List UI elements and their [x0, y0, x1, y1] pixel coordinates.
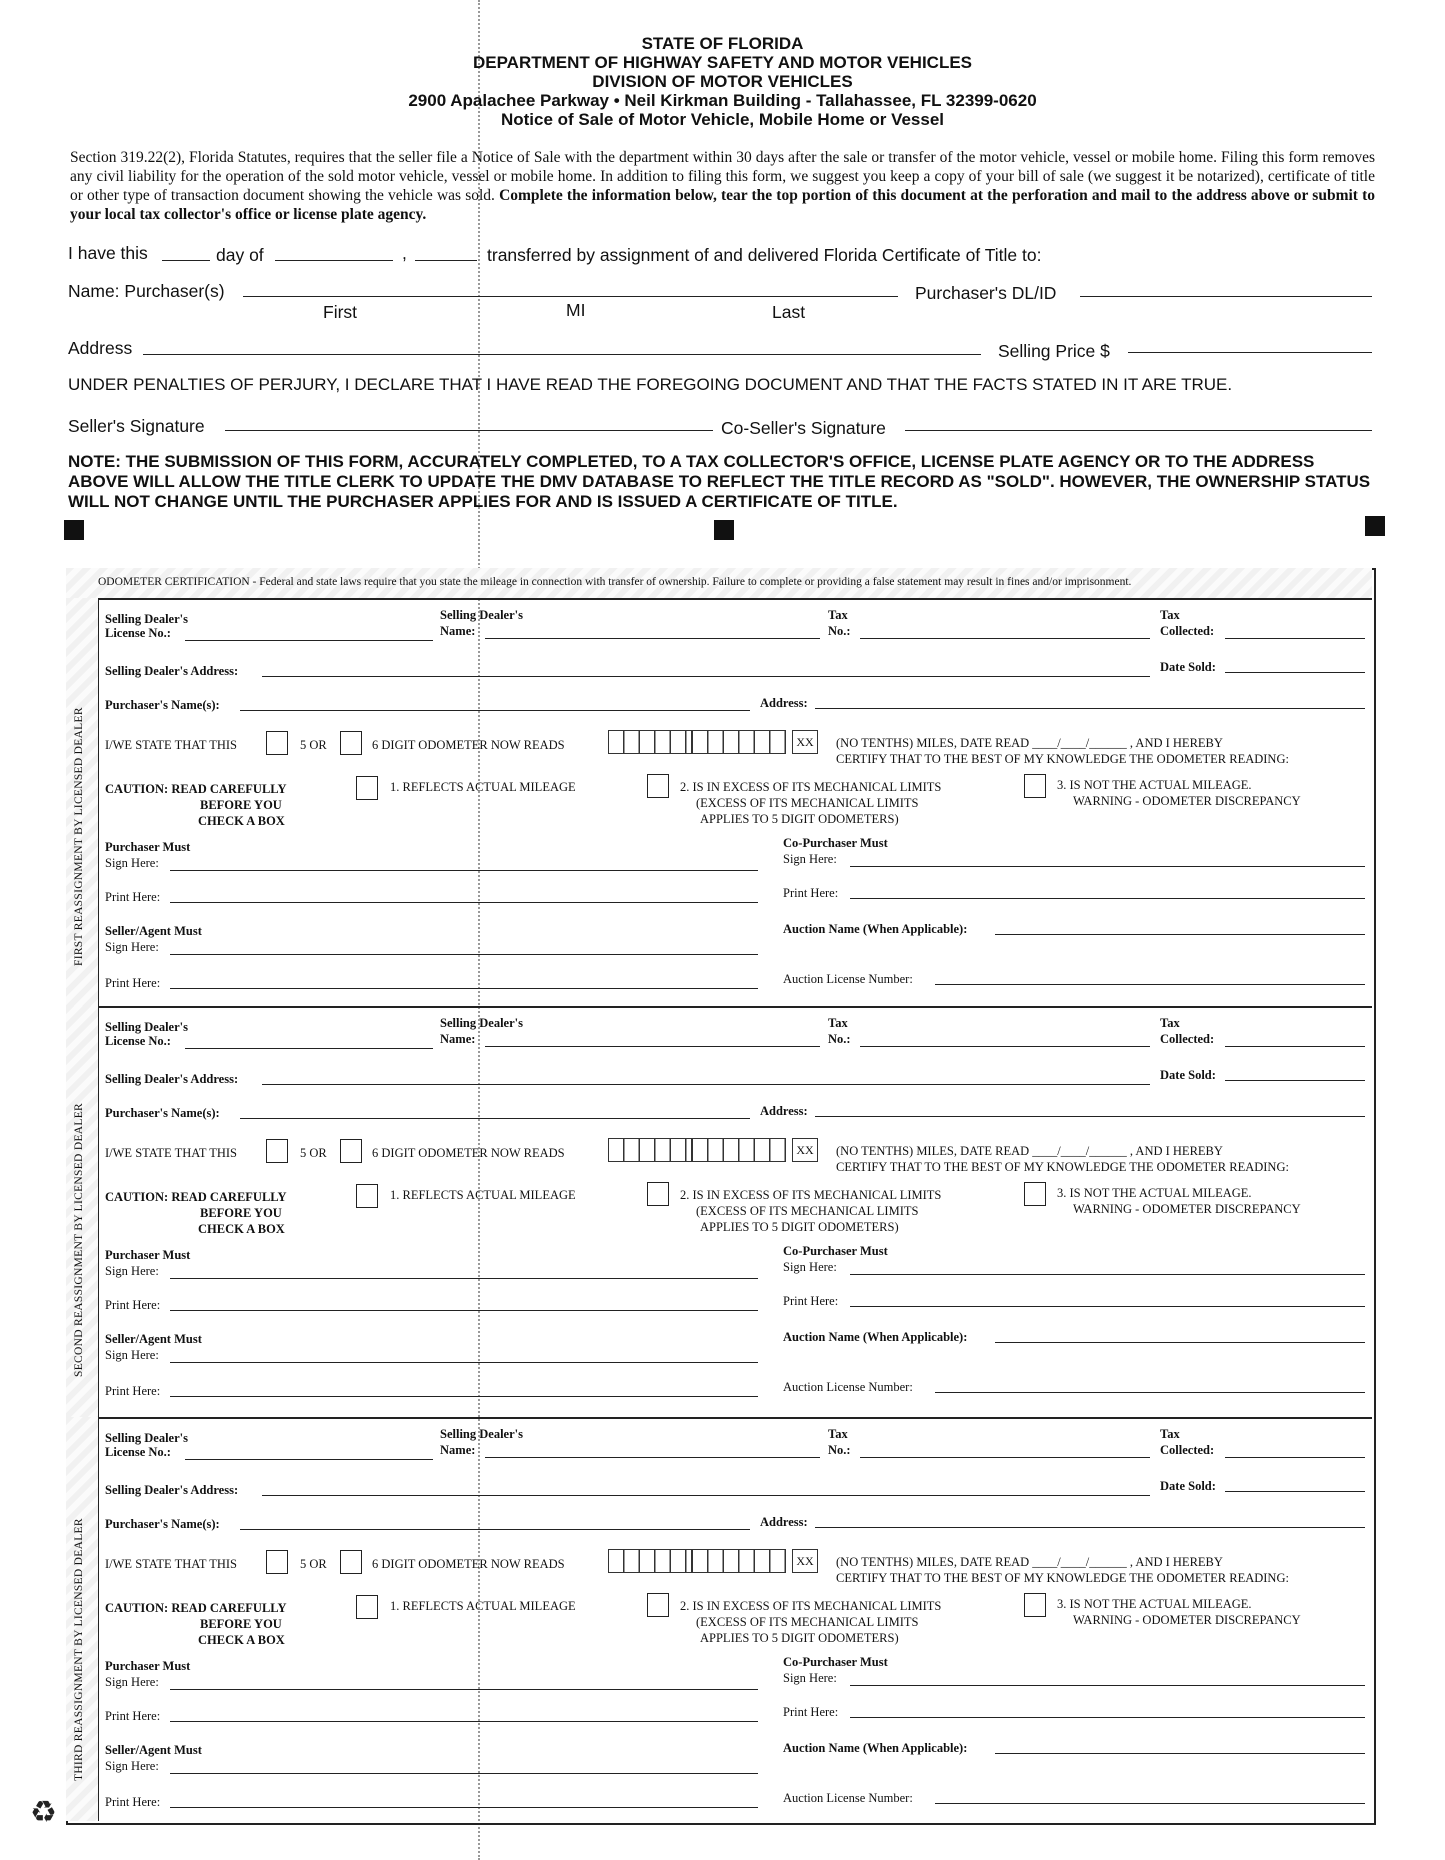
tenths-box: XX	[792, 1549, 818, 1573]
excess-limits-text: (EXCESS OF ITS MECHANICAL LIMITS	[696, 1204, 919, 1218]
registration-mark	[64, 520, 84, 540]
copurchaser-signature-field[interactable]	[850, 1274, 1365, 1275]
excess-limits-text: 2. IS IN EXCESS OF ITS MECHANICAL LIMITS	[680, 1188, 942, 1202]
odometer-digits-field[interactable]	[692, 730, 786, 754]
excess-limits-text: 2. IS IN EXCESS OF ITS MECHANICAL LIMITS	[680, 780, 942, 794]
seller-signature-label: Seller's Signature	[68, 416, 205, 436]
dealer-address-label: Selling Dealer's Address:	[105, 1072, 239, 1086]
recycle-icon: ♻	[30, 1796, 57, 1829]
auction-name-field[interactable]	[995, 1753, 1365, 1754]
not-actual-mileage-checkbox[interactable]	[1024, 1593, 1046, 1617]
perjury-statement: UNDER PENALTIES OF PERJURY, I DECLARE THAT I HAVE READ THE FOREGOING DOCUMENT AND THAT THE FACTS STATED IN IT ARE TRUE.	[68, 375, 1233, 394]
certify-text: CERTIFY THAT TO THE BEST OF MY KNOWLEDGE THE ODOMETER READING:	[836, 752, 1289, 766]
tax-collected-label: Collected:	[1160, 1443, 1215, 1457]
print-here-label: Print Here:	[783, 1294, 839, 1308]
no-tenths-text: (NO TENTHS) MILES, DATE READ ____/____/______ , AND I HEREBY	[836, 736, 1223, 750]
auction-license-field[interactable]	[935, 1803, 1365, 1804]
year-field[interactable]	[415, 260, 477, 261]
not-actual-mileage-text: 3. IS NOT THE ACTUAL MILEAGE.	[1057, 1597, 1252, 1611]
address-field[interactable]	[143, 354, 981, 355]
odometer-digits-field[interactable]	[608, 730, 692, 754]
not-actual-mileage-text: 3. IS NOT THE ACTUAL MILEAGE.	[1057, 778, 1252, 792]
dealer-address-label: Selling Dealer's Address:	[105, 664, 239, 678]
purchaser-print-field[interactable]	[170, 902, 758, 903]
five-digit-checkbox[interactable]	[266, 1139, 288, 1163]
actual-mileage-text: 1. REFLECTS ACTUAL MILEAGE	[390, 1599, 576, 1613]
purchaser-names-field[interactable]	[240, 710, 750, 711]
seller-sign-label: Seller/Agent Must	[105, 1743, 202, 1757]
date-sold-label: Date Sold:	[1160, 660, 1216, 674]
auction-name-field[interactable]	[995, 934, 1365, 935]
auction-license-label: Auction License Number:	[783, 1791, 913, 1805]
date-sold-field[interactable]	[1225, 1491, 1365, 1492]
caution-text: CAUTION: READ CAREFULLY	[105, 1601, 287, 1615]
purchaser-address-field[interactable]	[815, 1116, 1365, 1117]
copurchaser-sign-label: Co-Purchaser Must	[783, 1244, 888, 1258]
date-sold-label: Date Sold:	[1160, 1479, 1216, 1493]
actual-mileage-checkbox[interactable]	[356, 776, 378, 800]
dealer-license-field[interactable]	[185, 1459, 433, 1460]
print-here-label: Print Here:	[105, 1384, 161, 1398]
caution-text: BEFORE YOU	[200, 1617, 282, 1631]
copurchaser-sign-label: Co-Purchaser Must	[783, 1655, 888, 1669]
copurchaser-print-field[interactable]	[850, 1306, 1365, 1307]
purchaser-signature-field[interactable]	[170, 1278, 758, 1279]
dealer-name-label: Selling Dealer's	[440, 1427, 523, 1441]
transferred-text: transferred by assignment of and delivered Florida Certificate of Title to:	[487, 245, 1042, 265]
dealer-name-field[interactable]	[485, 1457, 820, 1458]
dealer-name-label: Name:	[440, 624, 476, 638]
purchaser-name-label: Name: Purchaser(s)	[68, 281, 225, 301]
section-label: FIRST REASSIGNMENT BY LICENSED DEALER	[73, 707, 85, 966]
excess-limits-text: (EXCESS OF ITS MECHANICAL LIMITS	[696, 1615, 919, 1629]
print-here-label: Print Here:	[783, 1705, 839, 1719]
seller-sign-label: Sign Here:	[105, 940, 159, 954]
purchaser-sign-label: Purchaser Must	[105, 1248, 191, 1262]
actual-mileage-text: 1. REFLECTS ACTUAL MILEAGE	[390, 780, 576, 794]
certify-text: CERTIFY THAT TO THE BEST OF MY KNOWLEDGE THE ODOMETER READING:	[836, 1160, 1289, 1174]
odometer-digits-field[interactable]	[608, 1138, 692, 1162]
discrepancy-warning-text: WARNING - ODOMETER DISCREPANCY	[1073, 1202, 1301, 1216]
intro-paragraph	[70, 148, 1375, 224]
purchaser-signature-field[interactable]	[170, 1689, 758, 1690]
purchaser-names-field[interactable]	[240, 1529, 750, 1530]
tenths-box: XX	[792, 1138, 818, 1162]
tax-no-field[interactable]	[860, 638, 1150, 639]
header-department: DEPARTMENT OF HIGHWAY SAFETY AND MOTOR VEHICLES	[472, 53, 973, 72]
purchaser-sign-label: Sign Here:	[105, 1264, 159, 1278]
tax-collected-label: Tax	[1160, 608, 1180, 622]
header-state: STATE OF FLORIDA	[641, 34, 804, 53]
copurchaser-signature-field[interactable]	[850, 866, 1365, 867]
excess-limits-text: APPLIES TO 5 DIGIT ODOMETERS)	[700, 1631, 899, 1645]
tax-collected-label: Tax	[1160, 1016, 1180, 1030]
purchaser-print-field[interactable]	[170, 1721, 758, 1722]
dealer-name-label: Name:	[440, 1032, 476, 1046]
print-here-label: Print Here:	[105, 1298, 161, 1312]
tax-collected-label: Collected:	[1160, 624, 1215, 638]
dealer-name-label: Selling Dealer's	[440, 1016, 523, 1030]
five-digit-checkbox[interactable]	[266, 731, 288, 755]
dealer-license-label: License No.:	[105, 1445, 171, 1459]
dealer-license-field[interactable]	[185, 1048, 433, 1049]
print-here-label: Print Here:	[105, 1795, 161, 1809]
intro-text: Section 319.22(2), Florida Statutes, requires that the seller file a Notice of Sale with the department within 30 days after the sale or transfer of the motor vehicle, vessel or mobile home. Filing this form removes any civil liability for the operation of the sold motor vehicle, vessel or mobile home. In addition to filing this form, we suggest you keep a copy of your bill of sale (we suggest it be notarized), certificate of title or other type of transaction document showing the vehicle was sold.	[70, 149, 1375, 204]
first-label: First	[323, 302, 358, 322]
six-digit-text: 6 DIGIT ODOMETER NOW READS	[372, 738, 565, 752]
have-this-label: I have this	[68, 243, 148, 263]
caution-text: BEFORE YOU	[200, 1206, 282, 1220]
no-tenths-text: (NO TENTHS) MILES, DATE READ ____/____/______ , AND I HEREBY	[836, 1144, 1223, 1158]
date-sold-label: Date Sold:	[1160, 1068, 1216, 1082]
dealer-license-field[interactable]	[185, 640, 433, 641]
auction-name-label: Auction Name (When Applicable):	[783, 1330, 968, 1344]
certify-text: CERTIFY THAT TO THE BEST OF MY KNOWLEDGE THE ODOMETER READING:	[836, 1571, 1289, 1585]
dealer-name-label: Name:	[440, 1443, 476, 1457]
auction-name-label: Auction Name (When Applicable):	[783, 922, 968, 936]
six-digit-checkbox[interactable]	[340, 731, 362, 755]
header-division: DIVISION OF MOTOR VEHICLES	[592, 72, 853, 91]
seller-sign-label: Seller/Agent Must	[105, 924, 202, 938]
odometer-digits-field[interactable]	[692, 1549, 786, 1573]
six-digit-checkbox[interactable]	[340, 1139, 362, 1163]
purchaser-names-label: Purchaser's Name(s):	[105, 1106, 220, 1120]
i-state-text: I/WE STATE THAT THIS	[105, 1557, 237, 1571]
auction-name-field[interactable]	[995, 1342, 1365, 1343]
purchaser-signature-field[interactable]	[170, 870, 758, 871]
purchaser-print-field[interactable]	[170, 1310, 758, 1311]
copurchaser-sign-label: Sign Here:	[783, 1671, 837, 1685]
six-digit-text: 6 DIGIT ODOMETER NOW READS	[372, 1146, 565, 1160]
tax-collected-field[interactable]	[1225, 1457, 1365, 1458]
dealer-address-field[interactable]	[262, 676, 1150, 677]
not-actual-mileage-checkbox[interactable]	[1024, 774, 1046, 798]
tenths-box: XX	[792, 730, 818, 754]
seller-print-field[interactable]	[170, 988, 758, 989]
odometer-header	[66, 568, 1372, 599]
excess-limits-text: 2. IS IN EXCESS OF ITS MECHANICAL LIMITS	[680, 1599, 942, 1613]
tax-no-label: No.:	[828, 1443, 851, 1457]
excess-limits-checkbox[interactable]	[647, 1593, 669, 1617]
no-tenths-text: (NO TENTHS) MILES, DATE READ ____/____/______ , AND I HEREBY	[836, 1555, 1223, 1569]
seller-signature-field[interactable]	[170, 1362, 758, 1363]
last-label: Last	[772, 302, 806, 322]
seller-print-field[interactable]	[170, 1807, 758, 1808]
mi-label: MI	[566, 300, 586, 320]
odometer-digits-field[interactable]	[608, 1549, 692, 1573]
caution-text: CHECK A BOX	[198, 1633, 285, 1647]
five-or-text: 5 OR	[300, 1146, 327, 1160]
seller-sign-label: Sign Here:	[105, 1759, 159, 1773]
registration-mark	[714, 520, 734, 540]
purchaser-dl-label: Purchaser's DL/ID	[915, 283, 1057, 303]
purchaser-name-field[interactable]	[243, 296, 898, 297]
i-state-text: I/WE STATE THAT THIS	[105, 738, 237, 752]
dealer-address-field[interactable]	[262, 1084, 1150, 1085]
dealer-license-label: Selling Dealer's	[105, 1431, 188, 1445]
excess-limits-checkbox[interactable]	[647, 774, 669, 798]
i-state-text: I/WE STATE THAT THIS	[105, 1146, 237, 1160]
caution-text: BEFORE YOU	[200, 798, 282, 812]
print-here-label: Print Here:	[105, 976, 161, 990]
purchaser-sign-label: Sign Here:	[105, 1675, 159, 1689]
dealer-license-label: Selling Dealer's	[105, 1020, 188, 1034]
tax-no-label: Tax	[828, 1016, 848, 1030]
auction-license-field[interactable]	[935, 984, 1365, 985]
purchaser-address-label: Address:	[760, 1515, 808, 1529]
purchaser-address-label: Address:	[760, 1104, 808, 1118]
dealer-address-field[interactable]	[262, 1495, 1150, 1496]
excess-limits-text: (EXCESS OF ITS MECHANICAL LIMITS	[696, 796, 919, 810]
day-field[interactable]	[162, 260, 210, 261]
seller-signature-field[interactable]	[170, 954, 758, 955]
dealer-license-label: Selling Dealer's	[105, 612, 188, 626]
tax-no-label: No.:	[828, 624, 851, 638]
section-label: THIRD REASSIGNMENT BY LICENSED DEALER	[73, 1518, 85, 1781]
not-actual-mileage-text: 3. IS NOT THE ACTUAL MILEAGE.	[1057, 1186, 1252, 1200]
copurchaser-sign-label: Co-Purchaser Must	[783, 836, 888, 850]
dealer-address-label: Selling Dealer's Address:	[105, 1483, 239, 1497]
auction-license-field[interactable]	[935, 1392, 1365, 1393]
tax-collected-label: Collected:	[1160, 1032, 1215, 1046]
excess-limits-text: APPLIES TO 5 DIGIT ODOMETERS)	[700, 1220, 899, 1234]
purchaser-names-field[interactable]	[240, 1118, 750, 1119]
tax-collected-field[interactable]	[1225, 638, 1365, 639]
purchaser-sign-label: Purchaser Must	[105, 840, 191, 854]
caution-text: CHECK A BOX	[198, 1222, 285, 1236]
seller-sign-label: Sign Here:	[105, 1348, 159, 1362]
seller-sign-label: Seller/Agent Must	[105, 1332, 202, 1346]
tax-no-label: Tax	[828, 1427, 848, 1441]
dealer-name-label: Selling Dealer's	[440, 608, 523, 622]
selling-price-label: Selling Price $	[998, 341, 1110, 361]
dealer-license-label: License No.:	[105, 626, 171, 640]
excess-limits-checkbox[interactable]	[647, 1182, 669, 1206]
caution-text: CAUTION: READ CAREFULLY	[105, 782, 287, 796]
copurchaser-signature-field[interactable]	[850, 1685, 1365, 1686]
address-label: Address	[68, 338, 133, 358]
odometer-digits-field[interactable]	[692, 1138, 786, 1162]
tax-collected-label: Tax	[1160, 1427, 1180, 1441]
copurchaser-print-field[interactable]	[850, 1717, 1365, 1718]
header-address: 2900 Apalachee Parkway • Neil Kirkman Building - Tallahassee, FL 32399-0620	[408, 91, 1037, 110]
not-actual-mileage-checkbox[interactable]	[1024, 1182, 1046, 1206]
form-title: Notice of Sale of Motor Vehicle, Mobile Home or Vessel	[500, 110, 945, 129]
auction-name-label: Auction Name (When Applicable):	[783, 1741, 968, 1755]
tax-collected-field[interactable]	[1225, 1046, 1365, 1047]
purchaser-names-label: Purchaser's Name(s):	[105, 698, 220, 712]
copurchaser-print-field[interactable]	[850, 898, 1365, 899]
month-field[interactable]	[275, 260, 393, 261]
seller-signature-field[interactable]	[170, 1773, 758, 1774]
purchaser-dl-field[interactable]	[1080, 296, 1372, 297]
date-sold-field[interactable]	[1225, 1080, 1365, 1081]
dealer-name-field[interactable]	[485, 638, 820, 639]
caution-text: CHECK A BOX	[198, 814, 285, 828]
dealer-name-field[interactable]	[485, 1046, 820, 1047]
auction-license-label: Auction License Number:	[783, 1380, 913, 1394]
coseller-signature-field[interactable]	[905, 430, 1372, 431]
print-here-label: Print Here:	[105, 1709, 161, 1723]
section-label: SECOND REASSIGNMENT BY LICENSED DEALER	[73, 1103, 85, 1377]
purchaser-sign-label: Sign Here:	[105, 856, 159, 870]
discrepancy-warning-text: WARNING - ODOMETER DISCREPANCY	[1073, 1613, 1301, 1627]
tax-no-field[interactable]	[860, 1457, 1150, 1458]
purchaser-sign-label: Purchaser Must	[105, 1659, 191, 1673]
five-or-text: 5 OR	[300, 1557, 327, 1571]
seller-signature-field[interactable]	[225, 430, 713, 431]
actual-mileage-checkbox[interactable]	[356, 1184, 378, 1208]
odometer-header-text: ODOMETER CERTIFICATION - Federal and state laws require that you state the mileage in connection with transfer of ownership. Failure to complete or providing a false statement may result in fines and/or imprisonment.	[98, 576, 1132, 588]
six-digit-checkbox[interactable]	[340, 1550, 362, 1574]
purchaser-address-field[interactable]	[815, 708, 1365, 709]
day-of-label: day of	[216, 245, 264, 265]
tax-no-field[interactable]	[860, 1046, 1150, 1047]
purchaser-address-field[interactable]	[815, 1527, 1365, 1528]
caution-text: CAUTION: READ CAREFULLY	[105, 1190, 287, 1204]
selling-price-field[interactable]	[1128, 352, 1372, 353]
intro-instructions: Complete the information below, tear the top portion of this document at the perforation and mail to the address above or submit to your local tax collector's office or license plate agency.	[70, 187, 1375, 223]
copurchaser-sign-label: Sign Here:	[783, 1260, 837, 1274]
comma-text: ,	[402, 243, 407, 263]
five-or-text: 5 OR	[300, 738, 327, 752]
five-digit-checkbox[interactable]	[266, 1550, 288, 1574]
tax-no-label: No.:	[828, 1032, 851, 1046]
copurchaser-sign-label: Sign Here:	[783, 852, 837, 866]
coseller-signature-label: Co-Seller's Signature	[721, 418, 886, 438]
note-text: NOTE: THE SUBMISSION OF THIS FORM, ACCURATELY COMPLETED, TO A TAX COLLECTOR'S OFFICE, LICENSE PLATE AGENCY OR TO THE ADDRESS ABOVE WILL ALLOW THE TITLE CLERK TO UPDATE THE DMV DATABASE TO REFLECT THE TITLE RECORD AS "SOLD". HOWEVER, THE OWNERSHIP STATUS WILL NOT CHANGE UNTIL THE PURCHASER APPLIES FOR AND IS ISSUED A CERTIFICATE OF TITLE.	[68, 452, 1371, 511]
dealer-license-label: License No.:	[105, 1034, 171, 1048]
registration-mark	[1365, 516, 1385, 536]
purchaser-address-label: Address:	[760, 696, 808, 710]
discrepancy-warning-text: WARNING - ODOMETER DISCREPANCY	[1073, 794, 1301, 808]
date-sold-field[interactable]	[1225, 672, 1365, 673]
excess-limits-text: APPLIES TO 5 DIGIT ODOMETERS)	[700, 812, 899, 826]
six-digit-text: 6 DIGIT ODOMETER NOW READS	[372, 1557, 565, 1571]
seller-print-field[interactable]	[170, 1396, 758, 1397]
auction-license-label: Auction License Number:	[783, 972, 913, 986]
print-here-label: Print Here:	[783, 886, 839, 900]
actual-mileage-checkbox[interactable]	[356, 1595, 378, 1619]
purchaser-names-label: Purchaser's Name(s):	[105, 1517, 220, 1531]
tax-no-label: Tax	[828, 608, 848, 622]
print-here-label: Print Here:	[105, 890, 161, 904]
actual-mileage-text: 1. REFLECTS ACTUAL MILEAGE	[390, 1188, 576, 1202]
